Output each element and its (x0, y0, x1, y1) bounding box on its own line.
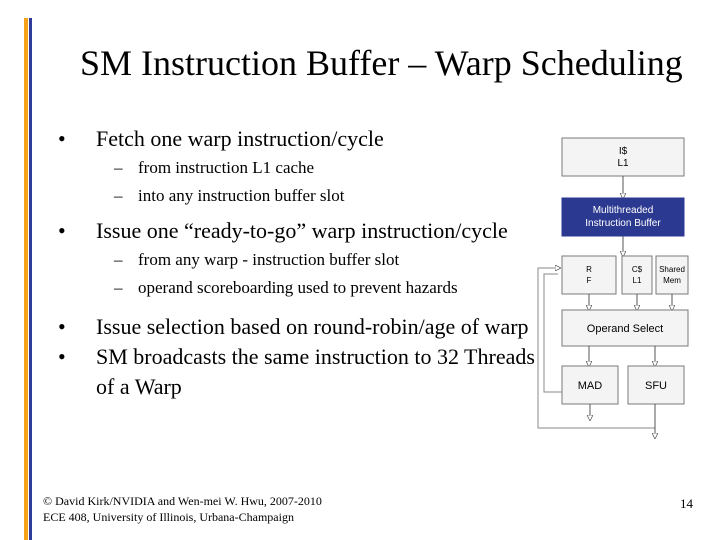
bullet-item (58, 216, 548, 246)
footer-credits (43, 493, 322, 525)
const-cache-label-line2: L1 (632, 276, 642, 285)
sub-bullet-text: into any instruction buffer slot (138, 186, 345, 205)
sub-bullet-item (58, 246, 548, 274)
footer-line-2: ECE 408, University of Illinois, Urbana-Champaign (43, 510, 294, 524)
sub-bullet-text: from any warp - instruction buffer slot (138, 250, 400, 269)
bullet-marker: • (58, 126, 66, 151)
constant-cache-box (622, 256, 652, 294)
ibuffer-label-line1: Multithreaded (592, 205, 654, 216)
bullet-marker: • (58, 218, 66, 243)
rf-label-line1: R (586, 265, 592, 274)
bullet-item (58, 124, 548, 154)
bullet-item (58, 342, 548, 402)
sub-bullet-item (58, 182, 548, 210)
const-cache-label-line1: C$ (631, 265, 643, 274)
shared-mem-label-line1: Shared (659, 265, 685, 274)
page-number: 14 (680, 496, 693, 511)
icache-label-line2: L1 (617, 158, 629, 169)
bullet-text: Fetch one warp instruction/cycle (96, 126, 384, 151)
slide-title: SM Instruction Buffer – Warp Scheduling (80, 43, 683, 83)
accent-bar-blue (29, 18, 32, 540)
bullet-item (58, 312, 548, 342)
register-file-box (562, 256, 616, 294)
sm-pipeline-diagram (530, 130, 700, 442)
sub-bullet-item (58, 274, 548, 302)
icache-label-line1: I$ (618, 146, 628, 157)
rf-label-line2: F (586, 276, 592, 285)
sub-bullet-marker: – (114, 250, 123, 269)
bullet-text: SM broadcasts the same instruction to 32 Threads of a Warp (96, 344, 535, 399)
sub-bullet-item (58, 154, 548, 182)
instruction-buffer-box (562, 198, 684, 236)
sub-bullet-marker: – (114, 158, 123, 177)
bullet-marker: • (58, 344, 66, 369)
mad-label: MAD (577, 380, 603, 392)
shared-mem-label-line2: Mem (663, 276, 681, 285)
footer-line-1: © David Kirk/NVIDIA and Wen-mei W. Hwu, 2007-2010 (43, 494, 322, 508)
sub-bullet-text: operand scoreboarding used to prevent hazards (138, 278, 458, 297)
icache-box (562, 138, 684, 176)
sub-bullet-marker: – (114, 186, 123, 205)
sfu-label: SFU (645, 380, 667, 392)
sub-bullet-marker: – (114, 278, 123, 297)
sub-bullet-text: from instruction L1 cache (138, 158, 315, 177)
bullet-text: Issue selection based on round-robin/age of warp (96, 314, 529, 339)
operand-select-label: Operand Select (586, 323, 664, 335)
bullet-marker: • (58, 314, 66, 339)
bullet-text: Issue one “ready-to-go” warp instruction/cycle (96, 218, 508, 243)
bullet-list (58, 124, 548, 402)
accent-bar-orange (24, 18, 28, 540)
shared-memory-box (656, 256, 688, 294)
ibuffer-label-line2: Instruction Buffer (585, 218, 661, 229)
